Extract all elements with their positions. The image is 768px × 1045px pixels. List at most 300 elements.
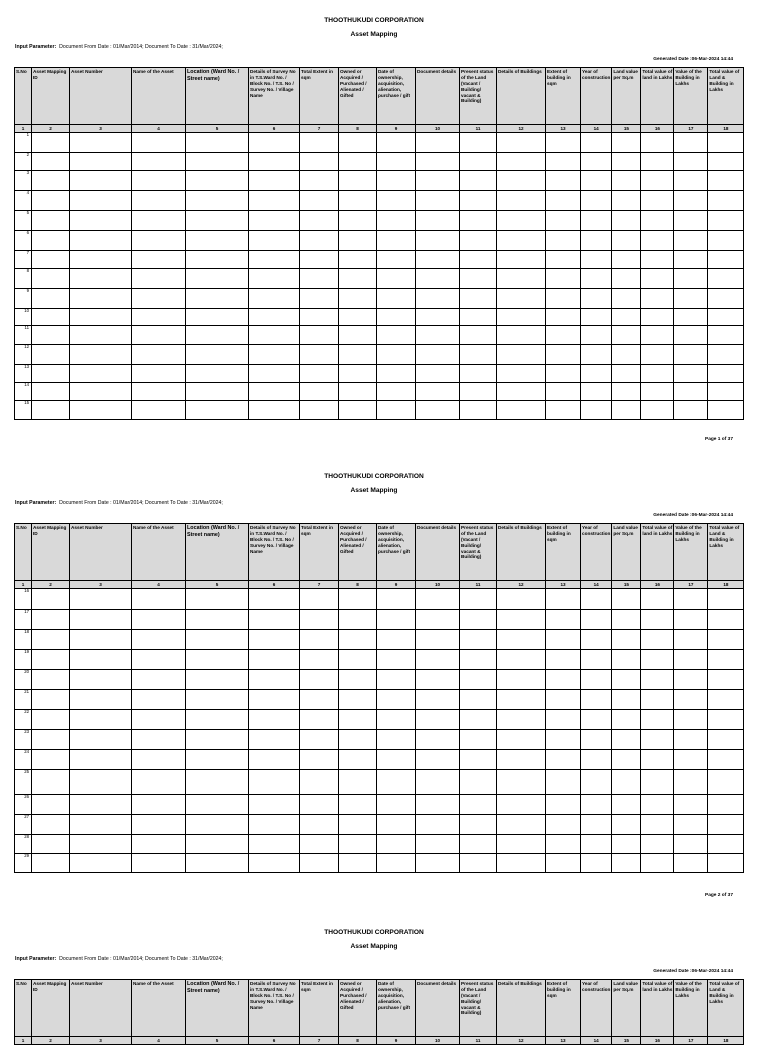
table-cell <box>300 650 339 670</box>
table-cell <box>546 365 581 383</box>
table-cell <box>641 610 674 630</box>
table-row <box>15 191 744 211</box>
column-number: 17 <box>674 125 708 133</box>
table-cell <box>641 383 674 401</box>
table-cell <box>460 345 497 365</box>
table-cell <box>416 589 460 610</box>
serial-number: 28 <box>15 835 32 854</box>
serial-number: 7 <box>15 251 32 269</box>
table-cell <box>70 795 132 815</box>
report-title: Asset Mapping <box>350 943 398 950</box>
column-header: Land value per Sq.m <box>612 980 641 1037</box>
column-number: 11 <box>460 581 497 589</box>
table-cell <box>300 309 339 326</box>
table-cell <box>581 710 612 730</box>
table-cell <box>497 854 546 873</box>
column-number: 12 <box>497 125 546 133</box>
table-cell <box>32 690 70 710</box>
column-header: Document details <box>416 68 460 125</box>
header-row <box>15 524 744 581</box>
table-cell <box>377 251 416 269</box>
table-cell <box>132 630 186 650</box>
column-header: Owned or Acquired / Purchased / Alienated / Gifted <box>339 980 377 1037</box>
table-cell <box>581 383 612 401</box>
column-number: 15 <box>612 125 641 133</box>
table-row <box>15 750 744 770</box>
column-number: 3 <box>70 125 132 133</box>
table-cell <box>460 650 497 670</box>
column-number: 14 <box>581 581 612 589</box>
table-cell <box>460 269 497 289</box>
serial-number: 10 <box>15 309 32 326</box>
table-cell <box>581 854 612 873</box>
table-cell <box>249 289 300 309</box>
table-cell <box>546 269 581 289</box>
table-cell <box>339 630 377 650</box>
table-cell <box>546 133 581 153</box>
table-cell <box>416 269 460 289</box>
report-title: Asset Mapping <box>350 31 398 38</box>
table-cell <box>416 690 460 710</box>
table-cell <box>641 171 674 191</box>
column-number: 15 <box>612 581 641 589</box>
column-number: 2 <box>32 581 70 589</box>
table-cell <box>674 854 708 873</box>
table-cell <box>132 670 186 690</box>
serial-number: 5 <box>15 211 32 231</box>
table-cell <box>249 251 300 269</box>
table-cell <box>70 630 132 650</box>
table-cell <box>70 133 132 153</box>
table-cell <box>581 251 612 269</box>
table-row <box>15 345 744 365</box>
table-cell <box>581 610 612 630</box>
table-cell <box>581 730 612 750</box>
table-cell <box>460 171 497 191</box>
table-cell <box>300 231 339 251</box>
table-cell <box>339 289 377 309</box>
table-cell <box>249 815 300 835</box>
table-cell <box>497 770 546 795</box>
table-cell <box>497 251 546 269</box>
column-number: 12 <box>497 1037 546 1045</box>
table-cell <box>416 326 460 345</box>
table-cell <box>132 289 186 309</box>
column-number: 8 <box>339 1037 377 1045</box>
column-number: 12 <box>497 581 546 589</box>
table-cell <box>581 690 612 710</box>
table-cell <box>70 710 132 730</box>
table-cell <box>497 365 546 383</box>
table-cell <box>497 710 546 730</box>
table-cell <box>416 231 460 251</box>
table-cell <box>70 650 132 670</box>
page-number: Page 1 of 37 <box>705 437 733 442</box>
serial-number: 18 <box>15 630 32 650</box>
column-header: Asset Mapping ID <box>32 524 70 581</box>
table-cell <box>339 191 377 211</box>
table-cell <box>186 401 249 420</box>
table-cell <box>339 835 377 854</box>
table-cell <box>674 795 708 815</box>
column-number-row <box>15 125 744 133</box>
table-cell <box>708 191 744 211</box>
table-cell <box>612 650 641 670</box>
table-cell <box>300 383 339 401</box>
table-cell <box>300 211 339 231</box>
column-number: 6 <box>249 581 300 589</box>
table-cell <box>32 610 70 630</box>
table-cell <box>32 815 70 835</box>
table-cell <box>70 171 132 191</box>
table-cell <box>32 269 70 289</box>
table-cell <box>249 610 300 630</box>
table-cell <box>249 630 300 650</box>
table-cell <box>32 309 70 326</box>
table-cell <box>674 269 708 289</box>
table-cell <box>460 326 497 345</box>
table-cell <box>546 835 581 854</box>
input-parameters <box>15 956 223 962</box>
table-cell <box>70 269 132 289</box>
column-header: Present status of the Land (Vacant / Building/ vacant & Building) <box>460 980 497 1037</box>
table-cell <box>460 630 497 650</box>
table-cell <box>612 309 641 326</box>
table-cell <box>674 770 708 795</box>
table-cell <box>249 171 300 191</box>
table-cell <box>581 211 612 231</box>
column-header: Location (Ward No. / Street name) <box>186 980 249 1037</box>
column-header: Owned or Acquired / Purchased / Alienated / Gifted <box>339 68 377 125</box>
table-cell <box>546 750 581 770</box>
table-cell <box>581 750 612 770</box>
table-cell <box>339 251 377 269</box>
table-cell <box>249 401 300 420</box>
table-cell <box>186 730 249 750</box>
table-cell <box>546 630 581 650</box>
table-cell <box>300 133 339 153</box>
table-cell <box>416 401 460 420</box>
table-cell <box>497 750 546 770</box>
table-cell <box>416 309 460 326</box>
table-cell <box>612 133 641 153</box>
column-number: 18 <box>708 1037 744 1045</box>
table-cell <box>581 815 612 835</box>
serial-number: 8 <box>15 269 32 289</box>
table-cell <box>339 383 377 401</box>
column-header: Asset Number <box>70 524 132 581</box>
column-header: Total Extent in sqm <box>300 980 339 1037</box>
table-cell <box>32 231 70 251</box>
table-cell <box>460 795 497 815</box>
asset-table <box>14 67 744 420</box>
table-cell <box>546 730 581 750</box>
table-cell <box>708 326 744 345</box>
table-cell <box>612 289 641 309</box>
table-cell <box>546 251 581 269</box>
table-cell <box>460 133 497 153</box>
table-cell <box>497 630 546 650</box>
table-cell <box>497 345 546 365</box>
table-cell <box>460 835 497 854</box>
table-cell <box>300 345 339 365</box>
table-cell <box>339 710 377 730</box>
table-cell <box>674 401 708 420</box>
column-number: 6 <box>249 125 300 133</box>
table-cell <box>546 795 581 815</box>
table-cell <box>339 770 377 795</box>
serial-number: 1 <box>15 133 32 153</box>
table-cell <box>612 345 641 365</box>
table-cell <box>460 231 497 251</box>
table-cell <box>186 750 249 770</box>
table-cell <box>546 383 581 401</box>
serial-number: 2 <box>15 153 32 171</box>
table-cell <box>612 610 641 630</box>
column-header: Total value of Land & Building in Lakhs <box>708 68 744 125</box>
table-cell <box>249 730 300 750</box>
table-cell <box>641 133 674 153</box>
table-cell <box>70 153 132 171</box>
table-cell <box>186 610 249 630</box>
table-cell <box>708 345 744 365</box>
serial-number: 17 <box>15 610 32 630</box>
table-cell <box>132 795 186 815</box>
table-cell <box>339 795 377 815</box>
serial-number: 16 <box>15 589 32 610</box>
table-cell <box>641 191 674 211</box>
table-cell <box>674 750 708 770</box>
param-value: Document From Date : 01/Mar/2014; Document To Date : 31/Mar/2024; <box>59 956 223 962</box>
table-cell <box>460 610 497 630</box>
column-header: Year of construction <box>581 524 612 581</box>
table-cell <box>377 835 416 854</box>
table-cell <box>132 835 186 854</box>
column-number-row <box>15 1037 744 1045</box>
table-cell <box>460 383 497 401</box>
table-cell <box>708 133 744 153</box>
column-header: Total Extent in sqm <box>300 524 339 581</box>
table-cell <box>416 854 460 873</box>
table-cell <box>186 835 249 854</box>
table-cell <box>497 191 546 211</box>
table-cell <box>497 589 546 610</box>
table-cell <box>186 710 249 730</box>
table-cell <box>460 309 497 326</box>
table-cell <box>32 345 70 365</box>
table-cell <box>641 289 674 309</box>
column-number: 15 <box>612 1037 641 1045</box>
table-cell <box>70 365 132 383</box>
table-cell <box>460 251 497 269</box>
table-cell <box>674 383 708 401</box>
table-cell <box>497 815 546 835</box>
table-cell <box>674 133 708 153</box>
serial-number: 27 <box>15 815 32 835</box>
table-cell <box>708 854 744 873</box>
table-cell <box>339 326 377 345</box>
serial-number: 19 <box>15 650 32 670</box>
table-row <box>15 309 744 326</box>
table-cell <box>32 191 70 211</box>
table-cell <box>641 854 674 873</box>
table-cell <box>132 231 186 251</box>
report-title: Asset Mapping <box>350 487 398 494</box>
table-cell <box>300 289 339 309</box>
table-cell <box>641 401 674 420</box>
column-number: 4 <box>132 1037 186 1045</box>
table-cell <box>641 589 674 610</box>
column-header: Asset Mapping ID <box>32 68 70 125</box>
table-cell <box>300 153 339 171</box>
table-cell <box>674 309 708 326</box>
table-cell <box>708 231 744 251</box>
table-row <box>15 710 744 730</box>
table-cell <box>546 589 581 610</box>
serial-number: 13 <box>15 365 32 383</box>
table-cell <box>186 795 249 815</box>
table-cell <box>460 153 497 171</box>
table-row <box>15 289 744 309</box>
table-cell <box>32 365 70 383</box>
column-header: Details of Survey No in T.S.Ward No. / Block No. / T.S. No / Survey No. / Village Name <box>249 524 300 581</box>
column-number: 5 <box>186 581 249 589</box>
table-cell <box>497 133 546 153</box>
column-number: 3 <box>70 581 132 589</box>
table-cell <box>300 269 339 289</box>
column-number: 17 <box>674 1037 708 1045</box>
table-cell <box>377 710 416 730</box>
table-cell <box>641 770 674 795</box>
table-cell <box>186 770 249 795</box>
table-cell <box>416 191 460 211</box>
table-cell <box>416 750 460 770</box>
table-cell <box>612 211 641 231</box>
table-row <box>15 730 744 750</box>
table-cell <box>581 289 612 309</box>
column-header: Document details <box>416 524 460 581</box>
column-header: Value of the Building in Lakhs <box>674 524 708 581</box>
table-cell <box>132 269 186 289</box>
table-cell <box>581 269 612 289</box>
header-row <box>15 980 744 1037</box>
table-cell <box>497 153 546 171</box>
table-cell <box>377 309 416 326</box>
table-cell <box>70 815 132 835</box>
table-cell <box>416 171 460 191</box>
table-cell <box>612 770 641 795</box>
table-cell <box>32 770 70 795</box>
column-number: 2 <box>32 125 70 133</box>
table-cell <box>581 191 612 211</box>
table-cell <box>132 710 186 730</box>
column-header: Details of Survey No in T.S.Ward No. / Block No. / T.S. No / Survey No. / Village Name <box>249 980 300 1037</box>
serial-number: 12 <box>15 345 32 365</box>
table-cell <box>612 401 641 420</box>
table-cell <box>377 133 416 153</box>
table-cell <box>300 251 339 269</box>
table-cell <box>300 191 339 211</box>
table-cell <box>416 345 460 365</box>
column-number: 8 <box>339 581 377 589</box>
table-cell <box>612 730 641 750</box>
table-cell <box>377 401 416 420</box>
column-number: 9 <box>377 1037 416 1045</box>
table-cell <box>612 854 641 873</box>
table-cell <box>674 171 708 191</box>
table-cell <box>377 854 416 873</box>
table-cell <box>339 610 377 630</box>
column-number: 18 <box>708 581 744 589</box>
table-row <box>15 133 744 153</box>
table-cell <box>708 269 744 289</box>
table-cell <box>460 690 497 710</box>
column-number: 8 <box>339 125 377 133</box>
table-cell <box>581 650 612 670</box>
table-cell <box>708 589 744 610</box>
table-cell <box>641 730 674 750</box>
table-cell <box>377 670 416 690</box>
table-cell <box>460 854 497 873</box>
table-cell <box>186 133 249 153</box>
table-cell <box>497 670 546 690</box>
table-cell <box>416 211 460 231</box>
table-cell <box>674 670 708 690</box>
table-cell <box>641 309 674 326</box>
column-number: 1 <box>15 125 32 133</box>
table-cell <box>132 815 186 835</box>
table-cell <box>581 133 612 153</box>
table-cell <box>249 153 300 171</box>
table-cell <box>416 670 460 690</box>
column-header: Value of the Building in Lakhs <box>674 68 708 125</box>
table-cell <box>32 153 70 171</box>
table-cell <box>708 815 744 835</box>
column-header: Asset Number <box>70 68 132 125</box>
table-cell <box>339 133 377 153</box>
table-cell <box>416 730 460 750</box>
table-cell <box>497 171 546 191</box>
table-cell <box>377 269 416 289</box>
serial-number: 29 <box>15 854 32 873</box>
table-cell <box>674 835 708 854</box>
table-cell <box>32 326 70 345</box>
param-label: Input Parameter: <box>15 956 57 962</box>
table-cell <box>641 815 674 835</box>
table-cell <box>581 401 612 420</box>
table-cell <box>708 710 744 730</box>
column-header: Date of ownership, acquisition, alienation, purchase / gift <box>377 980 416 1037</box>
table-cell <box>612 630 641 650</box>
column-number: 10 <box>416 125 460 133</box>
table-cell <box>339 854 377 873</box>
table-cell <box>339 750 377 770</box>
table-cell <box>674 589 708 610</box>
table-row <box>15 251 744 269</box>
table-cell <box>497 401 546 420</box>
table-cell <box>249 854 300 873</box>
serial-number: 6 <box>15 231 32 251</box>
table-cell <box>70 191 132 211</box>
table-cell <box>70 610 132 630</box>
table-cell <box>32 630 70 650</box>
table-cell <box>132 401 186 420</box>
table-cell <box>708 750 744 770</box>
column-number: 13 <box>546 581 581 589</box>
column-number: 18 <box>708 125 744 133</box>
table-cell <box>186 231 249 251</box>
table-cell <box>132 650 186 670</box>
